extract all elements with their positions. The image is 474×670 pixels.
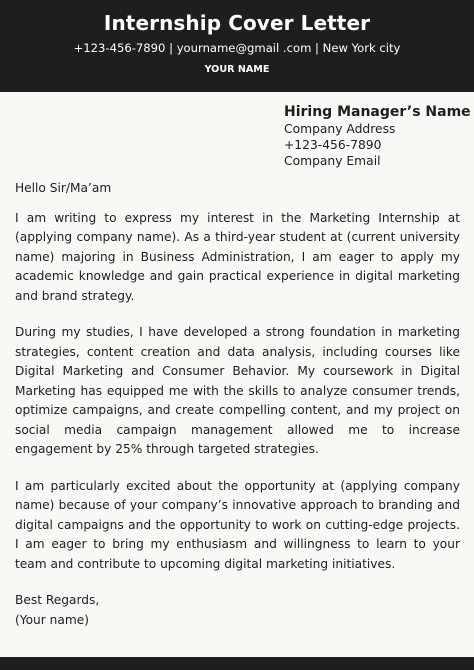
recipient-name: Hiring Manager’s Name (284, 104, 471, 120)
paragraph-1: I am writing to express my interest in the Marketing Internship at (applying company name). As a third-year student at (current university name) majoring in Business Administration, I am eager to apply my academic knowledge and gain practical experience in digital marketing and brand strategy. (15, 210, 460, 303)
document-title: Internship Cover Letter (103, 11, 371, 35)
paragraph-3: I am particularly excited about the opportunity at (applying company name) because of your company’s innovative approach to branding and digital campaigns and the opportunity to work on cutting-edge projects. I am eager to bring my enthusiasm and willingness to learn to your team and contribute to upcoming digital marketing initiatives. (15, 478, 460, 571)
recipient-block (284, 104, 471, 169)
closing: Best Regards, (15, 593, 100, 607)
recipient-email: Company Email (284, 153, 381, 168)
letter-body (15, 179, 460, 630)
paragraph-2: During my studies, I have developed a strong foundation in marketing strategies, content creation and data analysis, including courses like Digital Marketing and Consumer Behavior. My coursework in Digital Marketing has equipped me with the skills to analyze consumer trends, optimize campaigns, and create compelling content, and my project on social media campaign management allowed me to increase engagement by 25% through targeted strategies. (15, 325, 460, 456)
name-tag: YOUR NAME (204, 64, 270, 75)
header-banner (0, 0, 474, 92)
recipient-phone: +123-456-7890 (284, 137, 382, 152)
recipient-address: Company Address (284, 122, 396, 136)
footer-bar (0, 657, 474, 670)
contact-line: +123-456-7890 | yourname@gmail .com | New York city (73, 41, 401, 55)
signature: (Your name) (15, 612, 89, 627)
greeting: Hello Sir/Ma’am (15, 181, 112, 195)
